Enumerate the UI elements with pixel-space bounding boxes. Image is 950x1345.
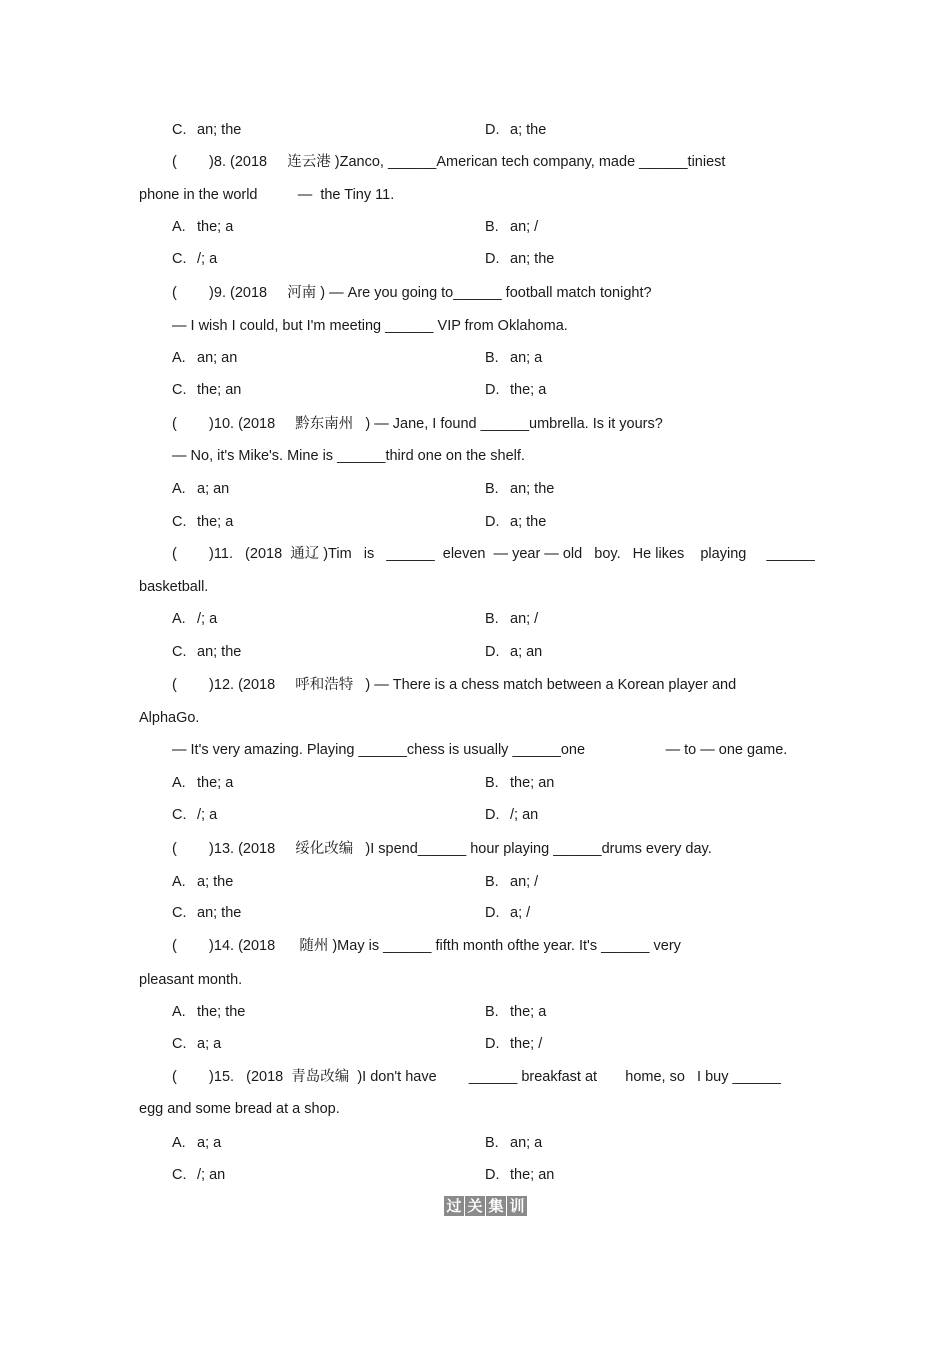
question-continuation: pleasant month.	[139, 972, 243, 988]
option-text: an; the	[197, 905, 242, 921]
option-right	[485, 218, 538, 236]
option-text: the; the	[197, 1004, 246, 1020]
option-text: /; a	[197, 251, 218, 267]
option-letter: D.	[485, 644, 500, 660]
question-line: — I wish I could, but I'm meeting ______ VIP from Oklahoma.	[172, 318, 568, 334]
question-line: ( )10. (2018 黔东南州 ) — Jane, I found ______umbrella. Is it yours?	[172, 416, 663, 432]
option-left	[172, 513, 233, 531]
option-letter: D.	[485, 1036, 500, 1052]
option-right	[485, 480, 554, 498]
option-text: an; /	[510, 611, 539, 627]
option-letter: D.	[485, 251, 500, 267]
option-text: an; an	[197, 350, 238, 366]
option-right	[485, 1166, 554, 1184]
question-line: ( )9. (2018 河南 ) — Are you going to______ football match tonight?	[172, 285, 652, 301]
option-letter: B.	[485, 874, 499, 890]
question-line: ( )8. (2018 连云港 )Zanco, ______American tech company, made ______tiniest	[172, 154, 726, 170]
option-right	[485, 1134, 542, 1152]
option-letter: A.	[172, 874, 186, 890]
option-left	[172, 806, 217, 824]
option-letter: C.	[172, 122, 187, 138]
question-continuation: egg and some bread at a shop.	[139, 1101, 340, 1117]
option-text: /; a	[197, 807, 218, 823]
question-line: ( )13. (2018 绥化改编 )I spend______ hour playing ______drums every day.	[172, 841, 712, 857]
option-text: a; a	[197, 1036, 222, 1052]
option-right	[485, 381, 546, 399]
option-letter: B.	[485, 1004, 499, 1020]
option-letter: D.	[485, 122, 500, 138]
banner-char: 训	[507, 1196, 527, 1216]
option-text: an; /	[510, 874, 539, 890]
question-line: ( )14. (2018 随州 )May is ______ fifth month ofthe year. It's ______ very	[172, 938, 681, 954]
question-line: — No, it's Mike's. Mine is ______third one on the shelf.	[172, 448, 525, 464]
option-letter: C.	[172, 644, 187, 660]
section-banner	[444, 1196, 527, 1216]
option-right	[485, 806, 538, 824]
option-right	[485, 610, 538, 628]
question-line: — It's very amazing. Playing ______chess is usually ______one — to — one game.	[172, 742, 788, 758]
option-text: the; a	[197, 514, 234, 530]
option-letter: A.	[172, 481, 186, 497]
option-text: /; a	[197, 611, 218, 627]
option-text: an; the	[197, 122, 242, 138]
question-continuation: basketball.	[139, 579, 209, 595]
option-left	[172, 349, 237, 367]
option-letter: B.	[485, 350, 499, 366]
option-text: /; an	[197, 1167, 226, 1183]
option-letter: D.	[485, 905, 500, 921]
option-letter: C.	[172, 807, 187, 823]
option-text: a; /	[510, 905, 531, 921]
option-right	[485, 1003, 546, 1021]
banner-char: 过	[444, 1196, 464, 1216]
option-right	[485, 121, 546, 139]
option-letter: B.	[485, 1135, 499, 1151]
option-left	[172, 774, 233, 792]
option-text: the; a	[197, 219, 234, 235]
option-text: the; a	[510, 382, 547, 398]
option-left	[172, 218, 233, 236]
question-line: ( )15. (2018 青岛改编 )I don't have ______ breakfast at home, so I buy ______	[172, 1069, 781, 1085]
option-text: the; a	[510, 1004, 547, 1020]
option-right	[485, 513, 546, 531]
option-text: a; an	[197, 481, 230, 497]
option-letter: C.	[172, 514, 187, 530]
option-text: a; an	[510, 644, 543, 660]
option-text: the; an	[197, 382, 242, 398]
option-letter: C.	[172, 382, 187, 398]
option-left	[172, 1166, 225, 1184]
option-text: an; the	[510, 251, 555, 267]
banner-char: 集	[486, 1196, 506, 1216]
option-right	[485, 873, 538, 891]
option-text: the; /	[510, 1036, 543, 1052]
question-line: ( )11. (2018 通辽 )Tim is ______ eleven — year — old boy. He likes playing ______	[172, 546, 815, 562]
option-letter: D.	[485, 514, 500, 530]
option-text: an; the	[197, 644, 242, 660]
option-left	[172, 1003, 245, 1021]
option-left	[172, 121, 241, 139]
option-text: a; the	[510, 122, 547, 138]
option-left	[172, 381, 241, 399]
option-letter: C.	[172, 1036, 187, 1052]
option-letter: B.	[485, 775, 499, 791]
option-text: an; /	[510, 219, 539, 235]
option-letter: A.	[172, 775, 186, 791]
option-text: the; an	[510, 1167, 555, 1183]
option-letter: A.	[172, 350, 186, 366]
option-letter: B.	[485, 481, 499, 497]
option-text: /; an	[510, 807, 539, 823]
option-letter: D.	[485, 1167, 500, 1183]
option-letter: C.	[172, 1167, 187, 1183]
option-text: an; the	[510, 481, 555, 497]
option-letter: A.	[172, 1135, 186, 1151]
option-text: the; an	[510, 775, 555, 791]
option-left	[172, 643, 241, 661]
option-left	[172, 1134, 221, 1152]
option-right	[485, 643, 542, 661]
option-right	[485, 904, 530, 922]
option-letter: C.	[172, 251, 187, 267]
option-right	[485, 774, 554, 792]
option-right	[485, 1035, 542, 1053]
option-text: an; a	[510, 1135, 543, 1151]
question-continuation: AlphaGo.	[139, 710, 200, 726]
option-text: a; a	[197, 1135, 222, 1151]
option-left	[172, 480, 229, 498]
option-letter: D.	[485, 807, 500, 823]
option-text: an; a	[510, 350, 543, 366]
option-letter: A.	[172, 1004, 186, 1020]
option-text: a; the	[197, 874, 234, 890]
option-text: the; a	[197, 775, 234, 791]
option-letter: A.	[172, 611, 186, 627]
option-right	[485, 349, 542, 367]
option-letter: A.	[172, 219, 186, 235]
option-right	[485, 250, 554, 268]
option-left	[172, 904, 241, 922]
option-letter: C.	[172, 905, 187, 921]
question-continuation: phone in the world — the Tiny 11.	[139, 187, 395, 203]
option-text: a; the	[510, 514, 547, 530]
option-left	[172, 873, 233, 891]
option-left	[172, 1035, 221, 1053]
option-letter: D.	[485, 382, 500, 398]
question-line: ( )12. (2018 呼和浩特 ) — There is a chess match between a Korean player and	[172, 677, 737, 693]
option-letter: B.	[485, 611, 499, 627]
banner-char: 关	[465, 1196, 485, 1216]
option-left	[172, 610, 217, 628]
option-left	[172, 250, 217, 268]
option-letter: B.	[485, 219, 499, 235]
